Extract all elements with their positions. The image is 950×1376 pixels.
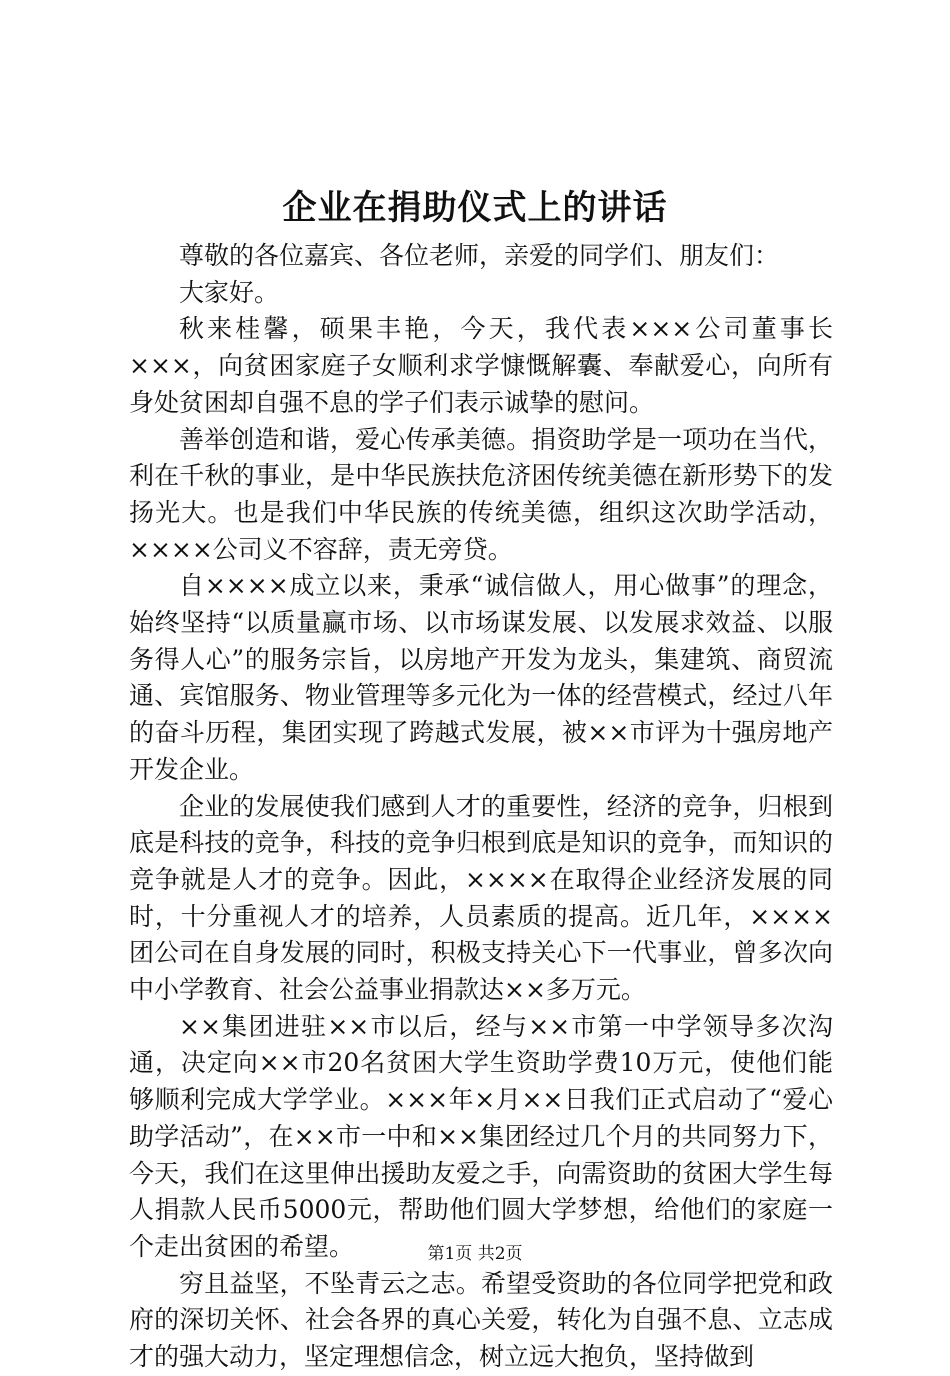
page-number-footer: 第1页 共2页: [427, 1244, 523, 1264]
paragraph: 穷且益坚，不坠青云之志。希望受资助的各位同学把党和政府的深切关怀、社会各界的真心关爱，转化为自强不息、立志成才的强大动力，坚定理想信念，树立远大抱负，坚持做到: [129, 1268, 833, 1372]
paragraph: ××集团进驻××市以后，经与××市第一中学领导多次沟通，决定向××市20名贫困大学生资助学费10万元，使他们能够顺利完成大学学业。×××年×月××日我们正式启动了“爱心助学活动”，在××市一中和××集团经过几个月的共同努力下，今天，我们在这里伸出援助友爱之手，向需资助的贫困大学生每人捐款人民币5000元，帮助他们圆大学梦想，给他们的家庭一个走出贫困的希望。: [129, 1011, 833, 1261]
paragraph-greeting: 大家好。: [179, 277, 280, 307]
paragraph: 自××××成立以来，秉承“诚信做人，用心做事”的理念，始终坚持“以质量赢市场、以市场谋发展、以发展求效益、以服务得人心”的服务宗旨，以房地产开发为龙头，集建筑、商贸流通、宾馆服务、物业管理等多元化为一体的经营模式，经过八年的奋斗历程，集团实现了跨越式发展，被××市评为十强房地产开发企业。: [129, 571, 833, 784]
paragraph: 企业的发展使我们感到人才的重要性，经济的竞争，归根到底是科技的竞争，科技的竞争归根到底是知识的竞争，而知识的竞争就是人才的竞争。因此，××××在取得企业经济发展的同时，十分重视人才的培养，人员素质的提高。近几年，××××团公司在自身发展的同时，积极支持关心下一代事业，曾多次向中小学教育、社会公益事业捐款达××多万元。: [129, 791, 833, 1005]
document-title: 企业在捐助仪式上的讲话: [282, 188, 668, 228]
paragraph: 秋来桂馨，硕果丰艳，今天，我代表×××公司董事长×××，向贫困家庭子女顺利求学慷慨解囊、奉献爱心，向所有身处贫困却自强不息的学子们表示诚挚的慰问。: [129, 314, 833, 417]
paragraph: 善举创造和谐，爱心传承美德。捐资助学是一项功在当代，利在千秋的事业，是中华民族扶危济困传统美德在新形势下的发扬光大。也是我们中华民族的传统美德，组织这次助学活动，××××公司义不容辞，责无旁贷。: [129, 424, 833, 564]
document-body: [129, 238, 833, 1376]
paragraph-salutation: 尊敬的各位嘉宾、各位老师，亲爱的同学们、朋友们：: [179, 241, 780, 270]
